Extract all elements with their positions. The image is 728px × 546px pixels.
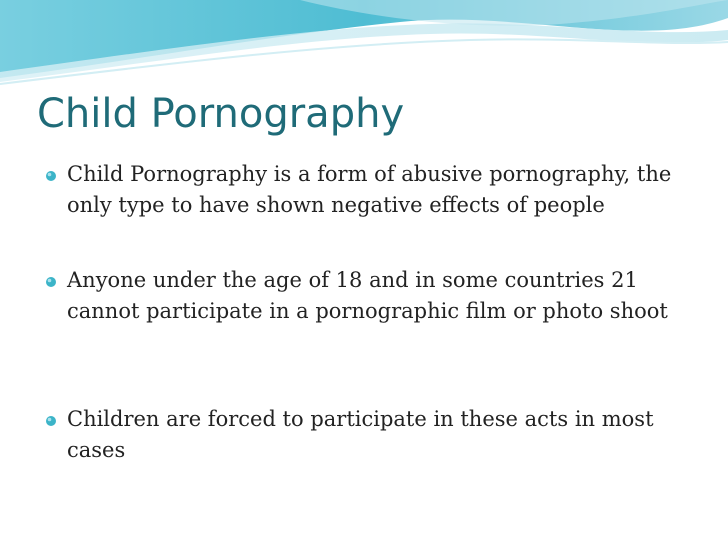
bullet-item <box>45 404 695 466</box>
slide-title: Child Pornography <box>37 91 405 137</box>
bullet-text: Children are forced to participate in these acts in most cases <box>67 407 654 462</box>
bullet-disc-icon <box>45 170 57 182</box>
bullet-item <box>45 159 695 221</box>
header-wave-decoration <box>0 0 728 90</box>
bullet-text: Child Pornography is a form of abusive pornography, the only type to have shown negative effects of people <box>67 162 672 217</box>
bullet-text: Anyone under the age of 18 and in some countries 21 cannot participate in a pornographic film or photo shoot <box>67 268 668 323</box>
bullet-disc-icon <box>45 415 57 427</box>
bullet-disc-icon <box>45 276 57 288</box>
bullet-item <box>45 265 695 327</box>
